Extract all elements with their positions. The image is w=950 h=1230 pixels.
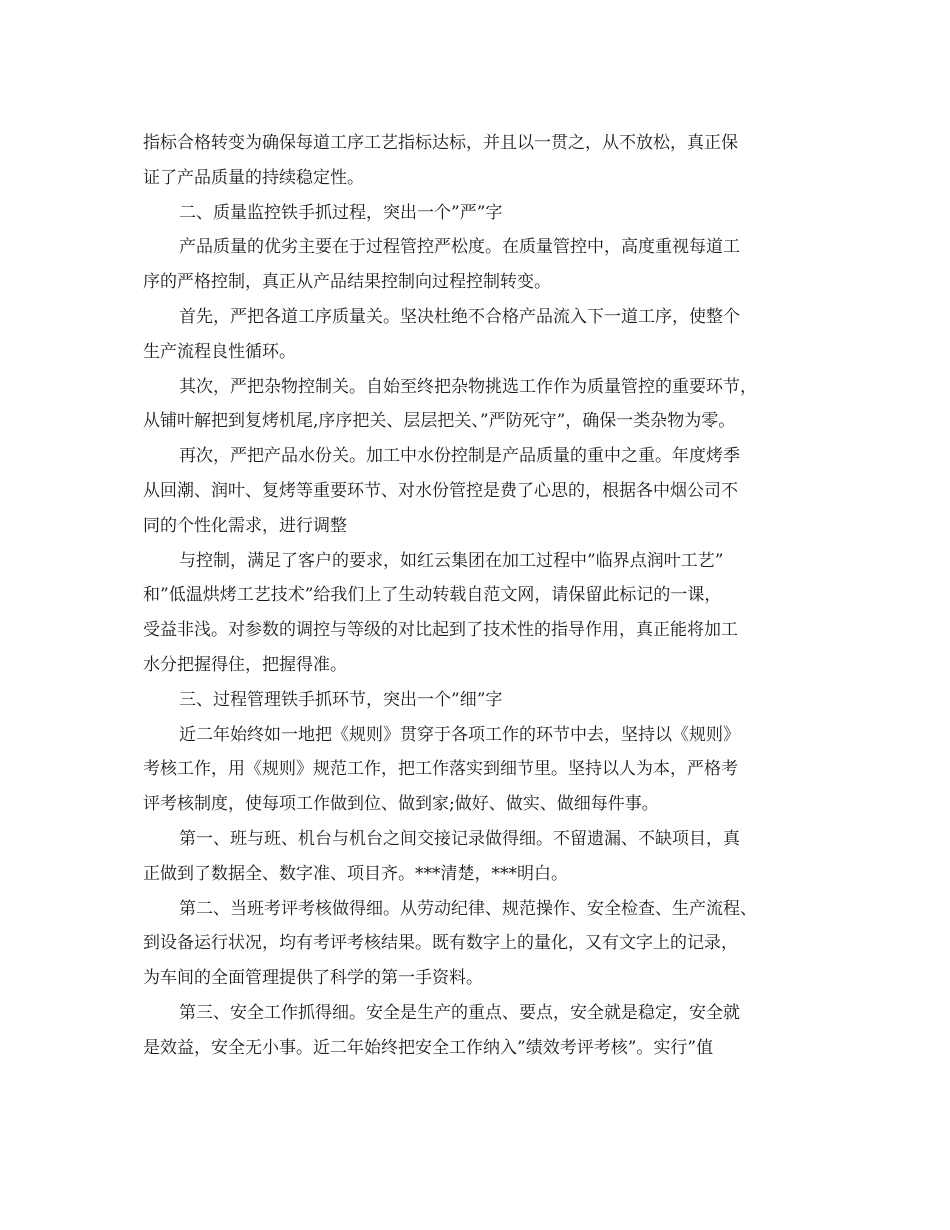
- text-line: 从铺叶解把到复烤机尾,序序把关、层层把关、”严防死守”，确保一类杂物为零。: [143, 411, 736, 432]
- text-line: 水分把握得住，把握得准。: [143, 654, 347, 675]
- text-line: 与控制，满足了客户的要求，如红云集团在加工过程中”临界点润叶工艺”: [179, 550, 724, 571]
- text-line: 到设备运行状况，均有考评考核结果。既有数字上的量化，又有文字上的记录，: [143, 933, 738, 954]
- text-line: 从回潮、润叶、复烤等重要环节、对水份管控是费了心思的，根据各中烟公司不: [143, 480, 738, 501]
- text-line: 生产流程良性循环。: [143, 341, 296, 362]
- text-line: 指标合格转变为确保每道工序工艺指标达标，并且以一贯之，从不放松，真正保: [143, 133, 738, 153]
- document-body: [143, 126, 823, 1066]
- text-line: 首先，严把各道工序质量关。坚决杜绝不合格产品流入下一道工序，使整个: [179, 306, 740, 327]
- text-line: 二、质量监控铁手抓过程，突出一个”严”字: [179, 202, 503, 223]
- text-line: 同的个性化需求，进行调整: [143, 515, 347, 536]
- text-line: 第二、当班考评考核做得细。从劳动纪律、规范操作、安全检查、生产流程、: [179, 898, 757, 919]
- text-line: 近二年始终如一地把《规则》贯穿于各项工作的环节中去，坚持以《规则》: [179, 724, 740, 745]
- text-line: 为车间的全面管理提供了科学的第一手资料。: [143, 968, 483, 989]
- text-line: 和”低温烘烤工艺技术”给我们上了生动转载自范文网，请保留此标记的一课，: [143, 585, 722, 606]
- text-line: 评考核制度，使每项工作做到位、做到家;做好、做实、做细每件事。: [143, 794, 659, 815]
- text-line: 其次，严把杂物控制关。自始至终把杂物挑选工作作为质量管控的重要环节，: [179, 376, 757, 397]
- text-line: 产品质量的优劣主要在于过程管控严松度。在质量管控中，高度重视每道工: [179, 237, 740, 258]
- text-line: 三、过程管理铁手抓环节，突出一个”细”字: [179, 689, 503, 710]
- text-line: 序的严格控制，真正从产品结果控制向过程控制转变。: [143, 272, 551, 293]
- text-line: 再次，严把产品水份关。加工中水份控制是产品质量的重中之重。年度烤季: [179, 446, 740, 467]
- text-line: 第三、安全工作抓得细。安全是生产的重点、要点，安全就是稳定，安全就: [179, 1002, 740, 1023]
- text-line: 证了产品质量的持续稳定性。: [143, 167, 364, 188]
- text-line: 考核工作，用《规则》规范工作，把工作落实到细节里。坚持以人为本，严格考: [143, 759, 738, 780]
- text-line: 第一、班与班、机台与机台之间交接记录做得细。不留遗漏、不缺项目，真: [179, 828, 740, 849]
- text-line: 受益非浅。对参数的调控与等级的对比起到了技术性的指导作用，真正能将加工: [143, 620, 738, 641]
- text-line: 正做到了数据全、数字准、项目齐。***清楚，***明白。: [143, 863, 568, 884]
- text-line: 是效益，安全无小事。近二年始终把安全工作纳入”绩效考评考核”。实行”值: [143, 1037, 714, 1058]
